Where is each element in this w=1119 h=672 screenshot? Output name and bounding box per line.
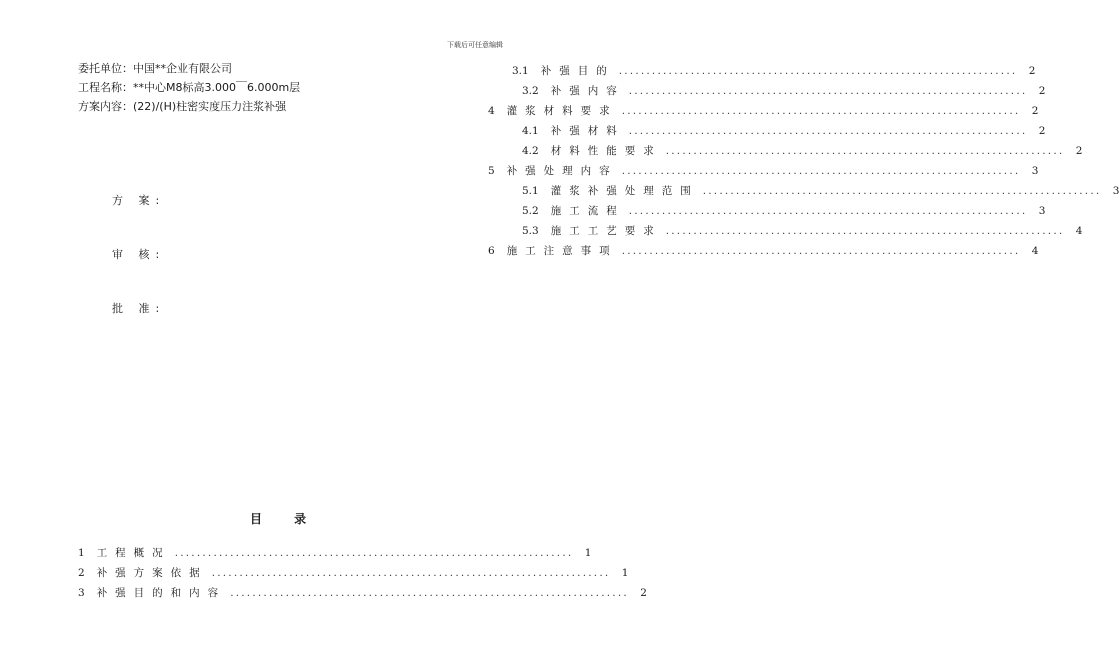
toc-entry-text: 补强目的 [540, 65, 615, 77]
toc-leader: ........................................................................ [621, 105, 1021, 117]
toc-entry [522, 203, 1046, 217]
toc-entry-number: 1 [78, 547, 85, 559]
toc-entry [78, 585, 647, 599]
header-note: 下载后可任意编辑 [447, 41, 503, 49]
content-line: 方案内容：(22)/(H)柱密实度压力注浆补强 [78, 100, 287, 113]
toc-leader: ........................................................................ [618, 65, 1018, 77]
toc-entry-page: 3 [1031, 165, 1039, 177]
toc-leader: ........................................................................ [174, 547, 574, 559]
toc-entry-number: 3.1 [512, 65, 529, 77]
toc-leader: ........................................................................ [628, 85, 1028, 97]
toc-entry-page: 2 [1038, 85, 1046, 97]
toc-entry [488, 103, 1039, 117]
toc-entry [488, 243, 1039, 257]
toc-entry-number: 5.1 [522, 185, 539, 197]
toc-leader: ........................................................................ [230, 587, 629, 599]
toc-entry-number: 2 [78, 567, 85, 579]
toc-leader: ........................................................................ [211, 567, 611, 579]
approve-signature-label: 批 准: [112, 302, 166, 315]
toc-entry-text: 材料性能要求 [550, 145, 662, 157]
toc-entry-page: 2 [1031, 105, 1039, 117]
toc-entry-page: 4 [1075, 225, 1083, 237]
toc-entry-text: 施工流程 [550, 205, 625, 217]
toc-entry [522, 143, 1083, 157]
toc-entry-number: 4 [488, 105, 495, 117]
toc-entry-page: 1 [584, 547, 592, 559]
toc-entry-page: 3 [1112, 185, 1119, 197]
toc-entry [522, 83, 1046, 97]
toc-entry-page: 2 [1038, 125, 1046, 137]
toc-entry-page: 1 [621, 567, 629, 579]
toc-entry-page: 3 [1038, 205, 1046, 217]
toc-leader: ........................................................................ [628, 205, 1028, 217]
toc-leader: ........................................................................ [702, 185, 1102, 197]
toc-leader: ........................................................................ [621, 245, 1021, 257]
toc-entry-number: 3.2 [522, 85, 539, 97]
toc-entry-text: 灌浆补强处理范围 [550, 185, 699, 197]
toc-entry-text: 施工工艺要求 [550, 225, 662, 237]
toc-entry-page: 2 [1028, 65, 1036, 77]
toc-entry-text: 补强方案依据 [96, 567, 208, 579]
toc-entry-number: 4.2 [522, 145, 539, 157]
toc-leader: ........................................................................ [665, 225, 1065, 237]
toc-entry-number: 3 [78, 587, 85, 599]
plan-signature-label: 方 案: [112, 194, 166, 207]
toc-entry-text: 补强内容 [550, 85, 625, 97]
toc-entry [512, 63, 1036, 77]
toc-leader: ........................................................................ [665, 145, 1065, 157]
toc-entry-text: 补强材料 [550, 125, 625, 137]
toc-entry-text: 灌浆材料要求 [506, 105, 618, 117]
toc-entry-text: 工程概况 [96, 547, 171, 559]
toc-entry [522, 183, 1119, 197]
toc-entry-number: 5.2 [522, 205, 539, 217]
toc-entry-number: 5 [488, 165, 495, 177]
toc-entry-text: 补强目的和内容 [96, 587, 227, 599]
toc-entry-page: 2 [640, 587, 647, 599]
toc-entry [78, 545, 592, 559]
toc-entry-text: 施工注意事项 [506, 245, 618, 257]
toc-title: 目 录 [250, 512, 321, 526]
toc-entry-page: 2 [1075, 145, 1083, 157]
toc-leader: ........................................................................ [628, 125, 1028, 137]
toc-entry-number: 5.3 [522, 225, 539, 237]
toc-entry [488, 163, 1039, 177]
toc-entry-number: 6 [488, 245, 495, 257]
toc-entry [522, 223, 1083, 237]
toc-leader: ........................................................................ [621, 165, 1021, 177]
review-signature-label: 审 核: [112, 248, 166, 261]
toc-entry [522, 123, 1046, 137]
project-line: 工程名称：**中心M8标高3.000￣6.000m层 [78, 81, 301, 94]
toc-entry [78, 565, 629, 579]
client-line: 委托单位：中国**企业有限公司 [78, 62, 232, 75]
toc-entry-text: 补强处理内容 [506, 165, 618, 177]
toc-entry-number: 4.1 [522, 125, 539, 137]
toc-entry-page: 4 [1031, 245, 1039, 257]
